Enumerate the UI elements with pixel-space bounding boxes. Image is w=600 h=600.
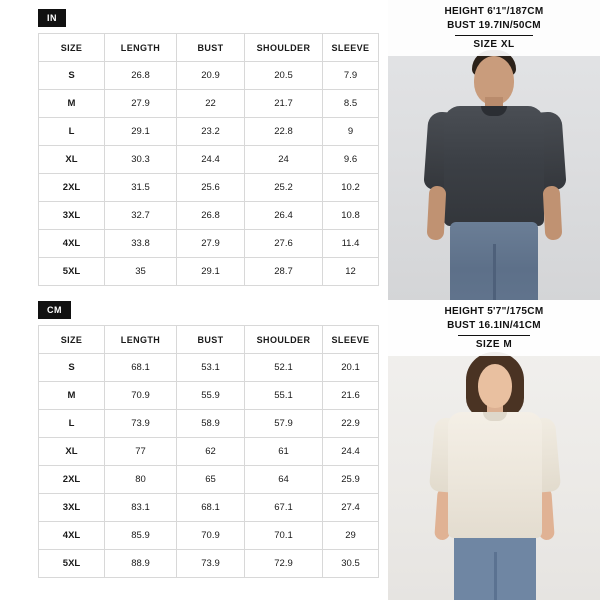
table-row [39,438,379,466]
model-size: SIZE XL [455,35,532,52]
cell-shoulder: 52.1 [245,354,323,382]
model-spec-female [388,300,600,356]
cell-size: 5XL [39,550,105,578]
model-photo-female [388,300,600,600]
cell-size: S [39,62,105,90]
cell-sleeve: 22.9 [323,410,379,438]
cell-length: 88.9 [105,550,177,578]
tshirt-shape [448,412,542,538]
cell-sleeve: 8.5 [323,90,379,118]
cell-sleeve: 12 [323,258,379,286]
model-bust: BUST 16.1IN/41CM [447,320,541,331]
cell-bust: 53.1 [177,354,245,382]
cell-size: 5XL [39,258,105,286]
table-row [39,258,379,286]
cell-shoulder: 22.8 [245,118,323,146]
table-row [39,410,379,438]
table-row [39,62,379,90]
table-row [39,118,379,146]
table-row [39,146,379,174]
cell-bust: 25.6 [177,174,245,202]
table-row [39,550,379,578]
cell-length: 27.9 [105,90,177,118]
model-photos-column [388,0,600,600]
cell-bust: 27.9 [177,230,245,258]
table-row [39,494,379,522]
cell-bust: 73.9 [177,550,245,578]
cell-bust: 23.2 [177,118,245,146]
cell-shoulder: 24 [245,146,323,174]
cell-length: 26.8 [105,62,177,90]
cell-size: 2XL [39,174,105,202]
head-shape [478,364,512,408]
table-row [39,230,379,258]
cell-sleeve: 10.2 [323,174,379,202]
table-row [39,90,379,118]
cell-bust: 29.1 [177,258,245,286]
cell-shoulder: 70.1 [245,522,323,550]
cell-bust: 62 [177,438,245,466]
cell-size: 2XL [39,466,105,494]
cell-length: 29.1 [105,118,177,146]
model-height: HEIGHT 5'7"/175CM [444,306,544,317]
cell-sleeve: 25.9 [323,466,379,494]
cell-bust: 55.9 [177,382,245,410]
cell-length: 33.8 [105,230,177,258]
cell-shoulder: 21.7 [245,90,323,118]
column-header: SHOULDER [245,34,323,62]
cell-length: 30.3 [105,146,177,174]
cell-size: 4XL [39,522,105,550]
cell-size: S [39,354,105,382]
column-header: LENGTH [105,326,177,354]
cell-bust: 68.1 [177,494,245,522]
table-header-row [39,326,379,354]
column-header: SIZE [39,34,105,62]
model-height: HEIGHT 6'1"/187CM [444,6,544,17]
unit-badge-cm: CM [38,301,71,319]
cell-length: 35 [105,258,177,286]
tshirt-shape [444,106,544,226]
cell-shoulder: 72.9 [245,550,323,578]
column-header: SHOULDER [245,326,323,354]
table-row [39,382,379,410]
cell-bust: 65 [177,466,245,494]
column-header: SLEEVE [323,326,379,354]
column-header: BUST [177,326,245,354]
cell-bust: 70.9 [177,522,245,550]
cell-size: 3XL [39,494,105,522]
cell-length: 83.1 [105,494,177,522]
cell-shoulder: 26.4 [245,202,323,230]
table-row [39,466,379,494]
cell-bust: 26.8 [177,202,245,230]
cell-size: XL [39,438,105,466]
cell-sleeve: 11.4 [323,230,379,258]
cell-sleeve: 24.4 [323,438,379,466]
cell-bust: 24.4 [177,146,245,174]
cell-size: 4XL [39,230,105,258]
cell-shoulder: 27.6 [245,230,323,258]
table-row [39,174,379,202]
cell-length: 31.5 [105,174,177,202]
cell-bust: 22 [177,90,245,118]
cell-shoulder: 64 [245,466,323,494]
cell-size: M [39,382,105,410]
model-spec-male [388,0,600,56]
cell-sleeve: 9.6 [323,146,379,174]
column-header: SIZE [39,326,105,354]
cell-shoulder: 55.1 [245,382,323,410]
column-header: LENGTH [105,34,177,62]
table-row [39,202,379,230]
model-bust: BUST 19.7IN/50CM [447,20,541,31]
model-size: SIZE M [458,335,530,352]
size-table-in [38,33,379,286]
cell-sleeve: 9 [323,118,379,146]
column-header: SLEEVE [323,34,379,62]
cell-length: 32.7 [105,202,177,230]
table-row [39,522,379,550]
cell-bust: 58.9 [177,410,245,438]
cell-size: L [39,118,105,146]
unit-badge-in: IN [38,9,66,27]
cell-shoulder: 25.2 [245,174,323,202]
cell-length: 85.9 [105,522,177,550]
cell-sleeve: 21.6 [323,382,379,410]
size-table-cm [38,325,379,578]
cell-shoulder: 61 [245,438,323,466]
cell-sleeve: 27.4 [323,494,379,522]
cell-bust: 20.9 [177,62,245,90]
cell-size: 3XL [39,202,105,230]
cell-length: 77 [105,438,177,466]
cell-shoulder: 28.7 [245,258,323,286]
cell-size: M [39,90,105,118]
cell-shoulder: 57.9 [245,410,323,438]
cell-sleeve: 10.8 [323,202,379,230]
cell-length: 80 [105,466,177,494]
column-header: BUST [177,34,245,62]
cell-sleeve: 30.5 [323,550,379,578]
cell-length: 70.9 [105,382,177,410]
cell-sleeve: 20.1 [323,354,379,382]
cell-length: 68.1 [105,354,177,382]
model-photo-male [388,0,600,300]
cell-sleeve: 29 [323,522,379,550]
table-row [39,354,379,382]
cell-size: XL [39,146,105,174]
table-header-row [39,34,379,62]
cell-size: L [39,410,105,438]
cell-sleeve: 7.9 [323,62,379,90]
cell-shoulder: 20.5 [245,62,323,90]
cell-length: 73.9 [105,410,177,438]
cell-shoulder: 67.1 [245,494,323,522]
